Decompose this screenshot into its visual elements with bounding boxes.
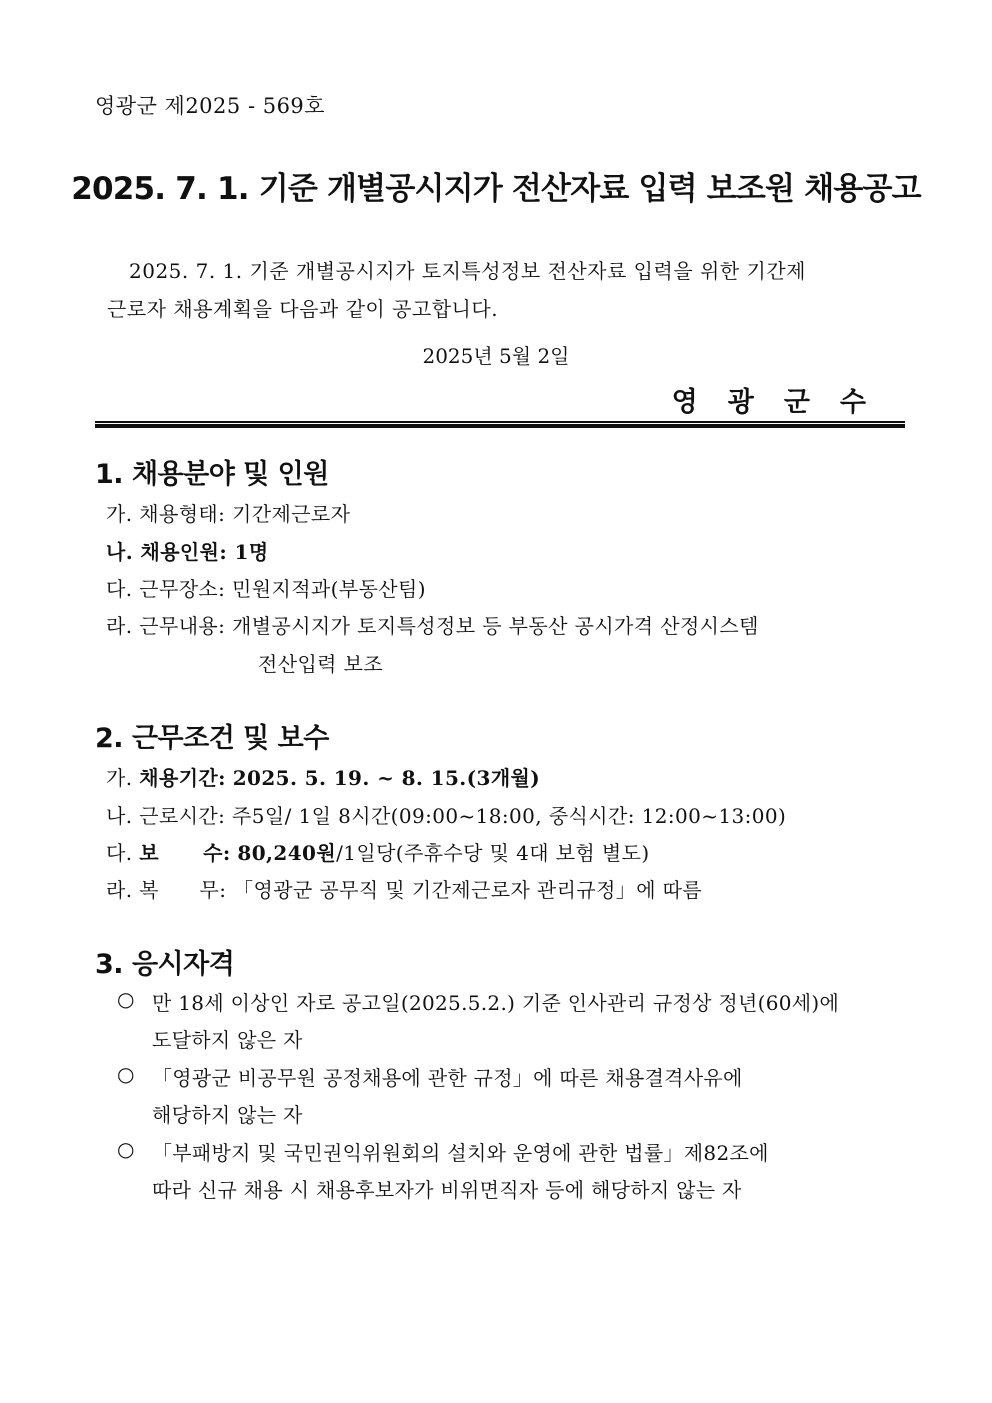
section-1-item-3	[106, 573, 426, 602]
section-1-item-4-continued: 전산입력 보조	[258, 652, 384, 676]
section-2-item-4	[106, 874, 702, 903]
item-marker: 다.	[106, 577, 133, 601]
qualification-1-line-2: 도달하지 않은 자	[152, 1028, 303, 1052]
item-value: 주5일/ 1일 8시간(09:00~18:00, 중식시간: 12:00~13:00)	[232, 804, 787, 828]
item-value: 2025. 5. 19. ~ 8. 15.(3개월)	[232, 766, 541, 790]
item-label: 채용기간:	[139, 766, 226, 790]
intro-line-2: 근로자 채용계획을 다음과 같이 공고합니다.	[107, 297, 499, 321]
section-3-title: 3. 응시자격	[95, 949, 235, 980]
item-marker: 라.	[106, 614, 133, 638]
bullet-circle: ○	[117, 1137, 135, 1161]
section-2-item-3	[106, 837, 650, 866]
item-marker: 나.	[106, 540, 134, 564]
section-1-item-2	[106, 536, 269, 565]
item-marker: 가.	[106, 766, 133, 790]
item-value: /1일당(주휴수당 및 4대 보험 별도)	[336, 841, 650, 865]
item-marker: 가.	[106, 502, 133, 526]
qualification-1-line-1: 만 18세 이상인 자로 공고일(2025.5.2.) 기준 인사관리 규정상 정년(60세)에	[152, 991, 840, 1015]
document-number: 영광군 제2025 - 569호	[95, 94, 326, 118]
bullet-circle: ○	[117, 1062, 135, 1086]
qualification-2-line-2: 해당하지 않는 자	[152, 1103, 303, 1127]
item-label: 근무장소:	[139, 577, 226, 601]
item-label: 보 수:	[139, 841, 231, 865]
intro-line-1: 2025. 7. 1. 기준 개별공시지가 토지특성정보 전산자료 입력을 위한 기간제	[129, 259, 806, 283]
section-1-item-1	[106, 498, 350, 527]
item-marker: 라.	[106, 878, 133, 902]
qualification-3-line-2: 따라 신규 채용 시 채용후보자가 비위면직자 등에 해당하지 않는 자	[152, 1178, 742, 1202]
page-title: 2025. 7. 1. 기준 개별공시지가 전산자료 입력 보조원 채용공고	[71, 171, 921, 207]
item-value: 「영광군 공무직 및 기간제근로자 관리규정」에 따름	[233, 878, 703, 902]
issuer-signature: 영광군수	[671, 387, 896, 418]
bullet-circle: ○	[117, 987, 135, 1011]
item-label: 근무내용:	[139, 614, 226, 638]
section-1-title: 1. 채용분야 및 인원	[95, 459, 329, 490]
section-2-title: 2. 근무조건 및 보수	[95, 723, 329, 754]
section-2-item-1	[106, 762, 540, 791]
divider-thick	[95, 424, 905, 428]
section-2-item-2	[106, 800, 786, 829]
item-value: 민원지적과(부동산팀)	[232, 577, 426, 601]
item-label: 근로시간:	[139, 804, 226, 828]
item-value: 기간제근로자	[232, 502, 351, 526]
item-label: 채용형태:	[139, 502, 226, 526]
qualification-3-line-1: 「부패방지 및 국민권익위원회의 설치와 운영에 관한 법률」제82조에	[152, 1141, 769, 1165]
intro-paragraph	[107, 252, 897, 328]
item-value: 개별공시지가 토지특성정보 등 부동산 공시가격 산정시스템	[232, 614, 759, 638]
announcement-date: 2025년 5월 2일	[422, 344, 570, 368]
qualification-2-line-1: 「영광군 비공무원 공정채용에 관한 규정」에 따른 채용결격사유에	[152, 1066, 743, 1090]
section-1-item-4	[106, 610, 759, 639]
pay-amount: 80,240원	[237, 841, 337, 865]
item-label: 채용인원:	[140, 540, 228, 564]
item-label: 복 무:	[139, 878, 227, 902]
item-value: 1명	[234, 540, 269, 564]
item-marker: 나.	[106, 804, 133, 828]
item-marker: 다.	[106, 841, 133, 865]
divider-thin	[95, 421, 905, 423]
